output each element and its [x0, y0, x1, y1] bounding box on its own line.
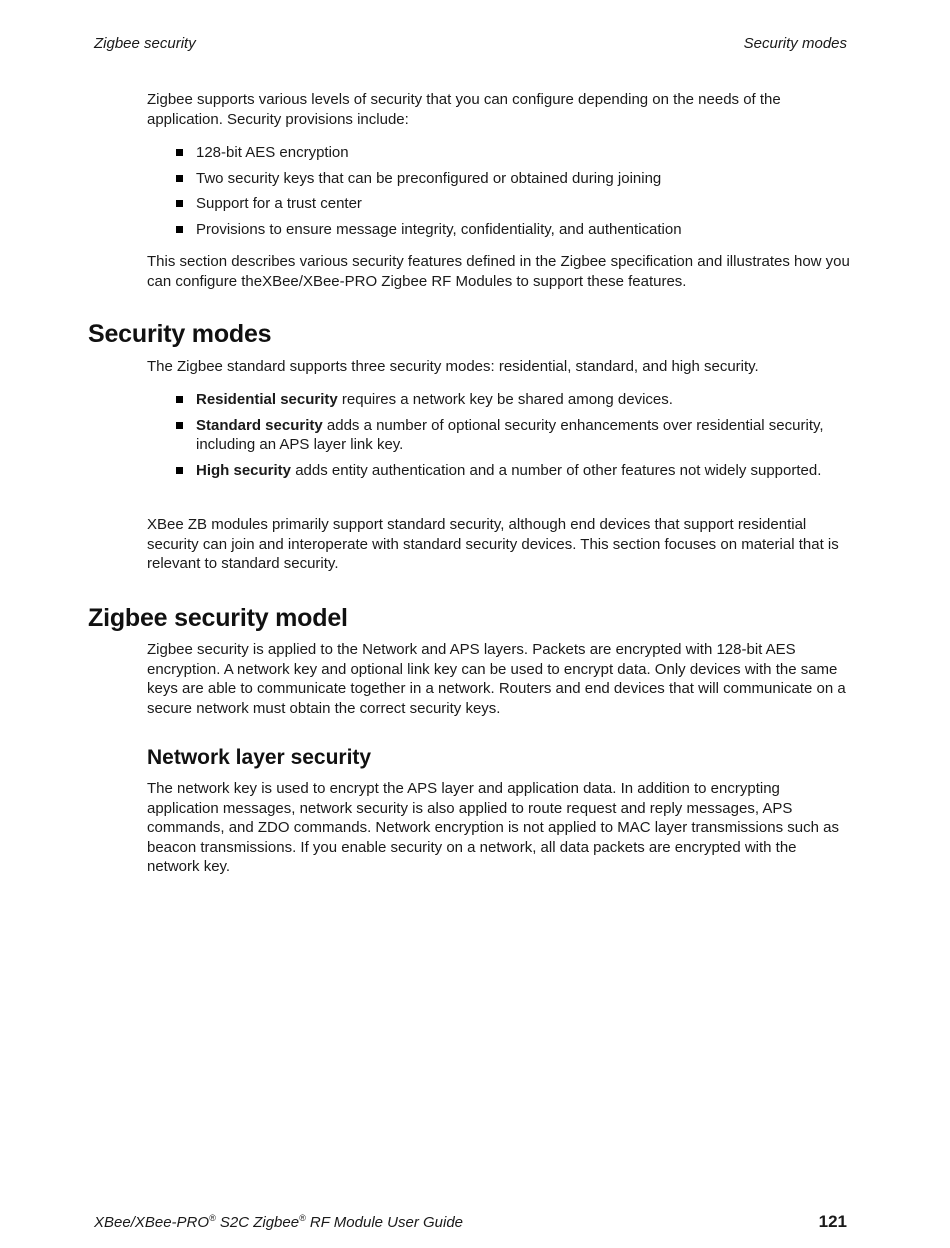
intro-paragraph: Zigbee supports various levels of security that you can configure depending on the needs of the application. Security provisions include:	[147, 91, 781, 128]
security-model-paragraph: Zigbee security is applied to the Network and APS layers. Packets are encrypted with 128-bit AES encryption. A network key and optional link key can be used to encrypt data. Only devices with the same keys are able to communicate together in a network. Routers and end devices that will communicate on a secure network must obtain the correct security keys.	[147, 641, 846, 717]
list-item: Provisions to ensure message integrity, confidentiality, and authentication	[176, 220, 856, 240]
term-high-security: High security	[196, 461, 292, 479]
security-modes-paragraph: The Zigbee standard supports three security modes: residential, standard, and high security.	[147, 358, 759, 375]
security-provisions-list	[176, 143, 856, 245]
page-number: 121	[818, 1212, 847, 1231]
bullet-square-icon	[176, 422, 183, 429]
term-residential-security: Residential security	[196, 391, 338, 408]
list-item: Residential security requires a network key be shared among devices.	[176, 390, 856, 410]
term-standard-security: Standard security	[196, 416, 323, 434]
list-item: Standard security adds a number of optional security enhancements over residential security, including an APS layer link key.	[176, 416, 856, 455]
list-item: Two security keys that can be preconfigured or obtained during joining	[176, 169, 856, 189]
bullet-square-icon	[176, 149, 183, 156]
subsection-heading-network-layer-security: Network layer security	[147, 746, 372, 769]
network-layer-paragraph: The network key is used to encrypt the APS layer and application data. In addition to encrypting application messages, network security is also applied to route request and reply messages, APS commands, and ZDO commands. Network encryption is not applied to MAC layer transmissions such as beacon transmissions. If you enable security on a network, all data packets are encrypted with the network key.	[147, 780, 839, 875]
bullet-square-icon	[176, 200, 183, 207]
page-footer	[94, 1212, 847, 1234]
section-heading-security-model: Zigbee security model	[88, 604, 348, 632]
bullet-square-icon	[176, 175, 183, 182]
security-modes-closing-paragraph: XBee ZB modules primarily support standard security, although end devices that support residential security can join and interoperate with standard security devices. This section focuses on material that is relevant to standard security.	[147, 516, 839, 572]
intro-closing-paragraph: This section describes various security features defined in the Zigbee specification and illustrates how you can configure theXBee/XBee-PRO Zigbee RF Modules to support these features.	[147, 253, 850, 290]
bullet-square-icon	[176, 467, 183, 474]
header-chapter-title: Zigbee security	[94, 35, 196, 52]
running-header	[94, 35, 847, 55]
list-item: Support for a trust center	[176, 194, 856, 214]
footer-document-title: XBee/XBee-PRO® S2C Zigbee® RF Module User Guide	[94, 1213, 464, 1231]
list-item: 128-bit AES encryption	[176, 143, 856, 163]
bullet-square-icon	[176, 396, 183, 403]
security-modes-list	[176, 390, 856, 486]
section-heading-security-modes: Security modes	[88, 320, 272, 348]
list-item: High security adds entity authentication and a number of other features not widely supported.	[176, 461, 856, 481]
header-section-title: Security modes	[743, 35, 847, 52]
bullet-square-icon	[176, 226, 183, 233]
